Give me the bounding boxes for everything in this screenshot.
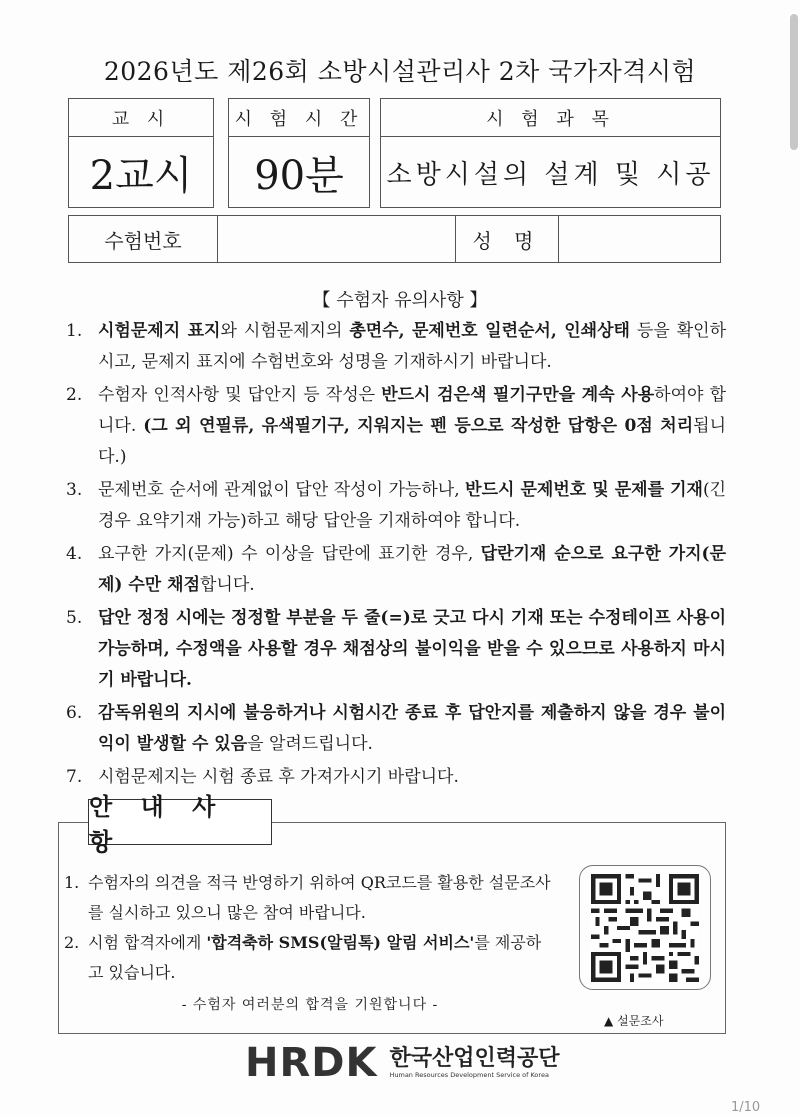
notice-item	[66, 316, 726, 378]
name-label: 성 명	[456, 216, 559, 262]
name-field[interactable]	[559, 216, 720, 262]
notice-item-emphasis: 답란기재 순으로 요구한 가지(문제) 수만 채점	[98, 544, 726, 595]
notice-item-number: 5.	[66, 608, 83, 628]
hrdk-logo-mark: HRDK	[245, 1040, 378, 1086]
guide-title: 안 내 사 항	[88, 799, 272, 845]
guide-item	[64, 868, 554, 928]
notice-item-number: 3.	[66, 480, 83, 500]
notice-item-text: 와 시험문제지의	[220, 321, 350, 341]
qr-caption: ▲ 설문조사	[604, 1014, 664, 1028]
guide-item-text: 를 제공하고 있습니다.	[88, 933, 542, 982]
time-label: 시 험 시 간	[229, 99, 369, 137]
notice-item-emphasis: 시험문제지 표지	[98, 321, 221, 341]
guide-item-number: 1.	[64, 873, 80, 892]
notice-item-number: 6.	[66, 703, 83, 723]
notice-item	[66, 698, 726, 760]
notice-item-text: 요구한 가지(문제) 수 이상을 답란에 표기한 경우,	[98, 544, 481, 564]
notice-item	[66, 539, 726, 601]
org-name-en: Human Resources Development Service of Korea	[389, 1071, 549, 1079]
guide-item-text: 수험자의 의견을 적극 반영하기 위하여 QR코드를 활용한 설문조사를 실시하고 있으니 많은 참여 바랍니다.	[88, 873, 551, 922]
qr-code-frame	[579, 865, 711, 990]
notice-item	[66, 603, 726, 696]
period-value: 2교시	[89, 152, 193, 199]
notice-item	[66, 380, 726, 473]
notice-item-text: 을 알려드립니다.	[247, 734, 373, 754]
time-box	[228, 98, 370, 208]
time-value: 90분	[254, 152, 344, 199]
closing-message: - 수험자 여러분의 합격을 기원합니다 -	[181, 997, 439, 1013]
exam-number-label: 수험번호	[69, 216, 218, 262]
org-name: 한국산업인력공단	[389, 1046, 560, 1071]
notice-item-text: 합니다.	[200, 575, 255, 595]
notice-item	[66, 475, 726, 537]
exam-title: 2026년도 제26회 소방시설관리사 2차 국가자격시험	[103, 57, 697, 86]
notice-item-emphasis: 총면수, 문제번호 일련순서, 인쇄상태	[349, 321, 630, 341]
notice-item-text: 하여야 합니다.	[98, 385, 726, 436]
period-label: 교 시	[69, 99, 213, 137]
notice-item-text: 시험문제지는 시험 종료 후 가져가시기 바랍니다.	[98, 767, 459, 787]
guide-item-number: 2.	[64, 933, 80, 952]
notice-item-number: 7.	[66, 767, 83, 787]
subject-value: 소방시설의 설계 및 시공	[386, 159, 715, 190]
candidate-info-row	[68, 215, 721, 263]
qr-code-icon[interactable]	[591, 874, 699, 982]
notice-item-text: 문제번호 순서에 관계없이 답안 작성이 가능하나,	[98, 480, 466, 500]
notice-item-text: 됩니다.)	[98, 416, 726, 467]
period-box	[68, 98, 214, 208]
guide-item-text: 시험 합격자에게	[88, 933, 207, 952]
guide-list	[64, 868, 554, 988]
notice-item-number: 1.	[66, 321, 83, 341]
notice-item-emphasis: 답안 정정 시에는 정정할 부분을 두 줄(=)로 긋고 다시 기재 또는 수정테이프 사용이 가능하며, 수정액을 사용할 경우 채점상의 불이익을 받을 수 있으므로 사용하지 마시기 바랍니다.	[98, 608, 726, 690]
notice-item-text: 등을 확인하시고, 문제지 표지에 수험번호와 성명을 기재하시기 바랍니다.	[98, 321, 726, 372]
guide-item	[64, 928, 554, 988]
notice-item-emphasis: 감독위원의 지시에 불응하거나 시험시간 종료 후 답안지를 제출하지 않을 경우 불이익이 발생할 수 있음	[98, 703, 726, 754]
notice-item-emphasis: (그 외 연필류, 유색필기구, 지워지는 펜 등으로 작성한 답항은 0점 처리	[143, 416, 694, 436]
exam-number-field[interactable]	[218, 216, 456, 262]
notice-item-number: 4.	[66, 544, 83, 564]
notice-item-text: (긴 경우 요약기재 가능)하고 해당 답안을 기재하여야 합니다.	[98, 480, 726, 531]
notice-item-number: 2.	[66, 385, 83, 405]
subject-label: 시 험 과 목	[381, 99, 720, 137]
notice-item-emphasis: 반드시 검은색 필기구만을 계속 사용	[381, 385, 655, 405]
notice-list	[66, 316, 726, 795]
notice-item-text: 수험자 인적사항 및 답안지 등 작성은	[98, 385, 382, 405]
subject-box	[380, 98, 721, 208]
hrdk-logo	[245, 1040, 560, 1086]
guide-item-emphasis: '합격축하 SMS(알림톡) 알림 서비스'	[206, 933, 475, 952]
page-indicator: 1/10	[731, 1100, 761, 1115]
notice-item-emphasis: 반드시 문제번호 및 문제를 기재	[465, 480, 703, 500]
notice-heading: 【 수험자 유의사항 】	[312, 290, 488, 311]
